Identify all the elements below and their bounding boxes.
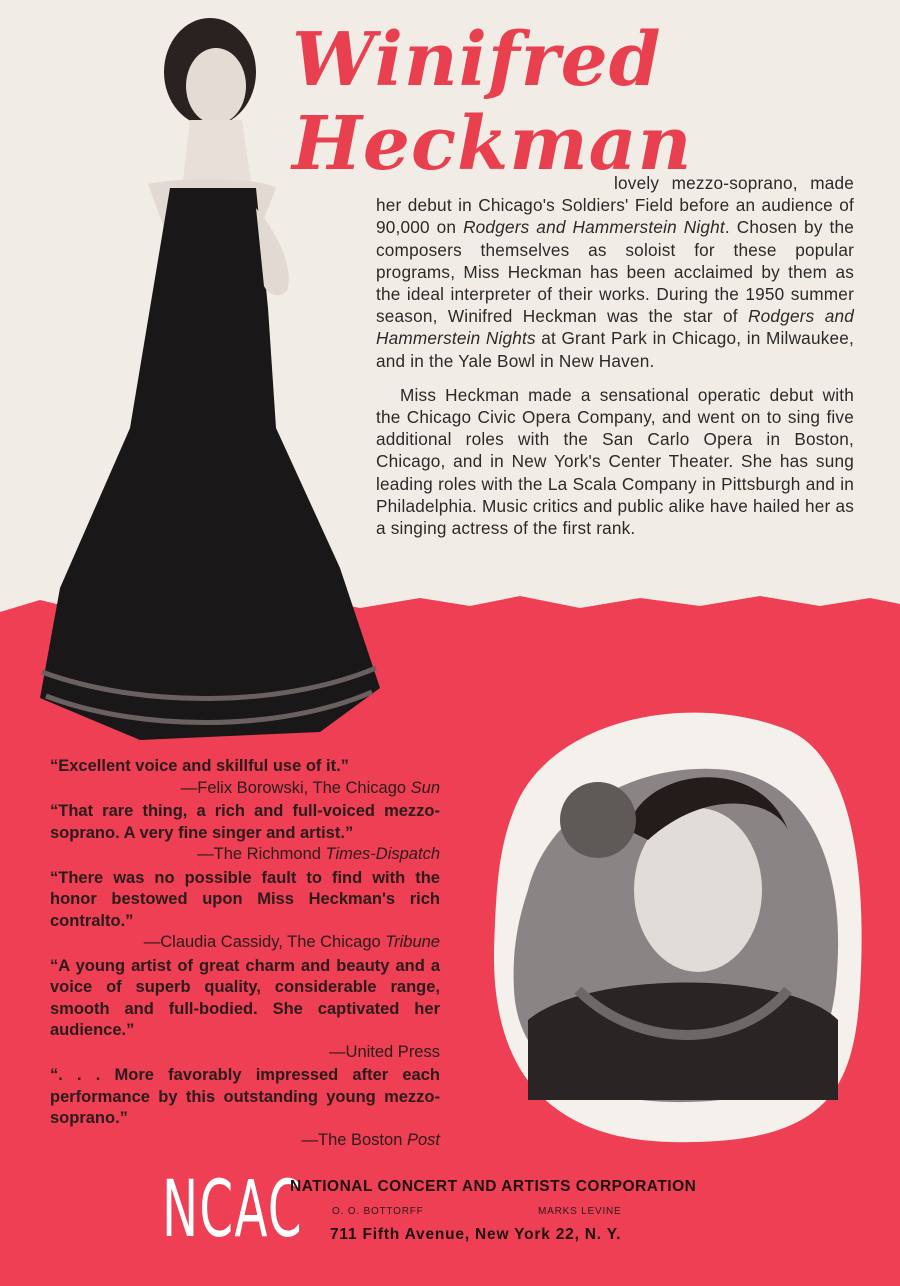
press-quote bbox=[50, 756, 440, 799]
press-quote bbox=[50, 868, 440, 954]
bio-text-a: made her debut in Chicago's Soldiers' Field before an audience of 90,000 on bbox=[376, 173, 854, 238]
quote-source: —The Richmond Times-Dispatch bbox=[197, 845, 440, 863]
page-title bbox=[292, 18, 692, 186]
biography-paragraph-2: Miss Heckman made a sensational operatic debut with the Chicago Civic Opera Company, and went on to sing five additional roles with the San Carlo Opera in Boston, Chicago, and in New York's Center Theater. She has sung leading roles with the La Scala Company in Pittsburgh and in Philadelphia. Music critics and public alike have hailed her as a singing actress of the first rank. bbox=[376, 384, 854, 539]
biography-paragraph-1 bbox=[376, 172, 854, 372]
corporation-name: NATIONAL CONCERT AND ARTISTS CORPORATION bbox=[290, 1178, 697, 1195]
portrait-photo bbox=[488, 690, 864, 1150]
quote-text: “That rare thing, a rich and full-voiced mezzo-soprano. A very fine singer and artist.” bbox=[50, 802, 440, 842]
biography bbox=[376, 172, 854, 539]
ncac-logo: NCAC bbox=[162, 1165, 303, 1255]
quote-text: “Excellent voice and skillful use of it.” bbox=[50, 757, 349, 775]
bio-text-b: . Chosen by the composers themselves as soloist for these popular programs, Miss Heckman has been acclaimed by them as the ideal interpreter of their works. During the 1950 summer season, Winifred Heckman was the star of bbox=[376, 217, 854, 327]
bio-lead: lovely mezzo-soprano, bbox=[614, 173, 798, 193]
quote-source: —United Press bbox=[329, 1042, 440, 1061]
bio-show-title-2: Rodgers and Hammerstein Nights bbox=[376, 306, 854, 349]
bio-show-title-1: Rodgers and Hammerstein Night bbox=[463, 217, 725, 238]
quote-source: —Felix Borowski, The Chicago Sun bbox=[180, 778, 440, 797]
officer-name: MARKS LEVINE bbox=[538, 1206, 622, 1217]
press-quote bbox=[50, 956, 440, 1064]
quote-text: “A young artist of great charm and beauty and a voice of superb quality, considerable range, smooth and full-bodied. She captivated her audience.” bbox=[50, 956, 440, 1039]
quote-source: —Claudia Cassidy, The Chicago Tribune bbox=[143, 933, 440, 951]
title-last-name: Heckman bbox=[292, 101, 693, 187]
officer-name: O. O. BOTTORFF bbox=[332, 1206, 424, 1217]
quote-text: “There was no possible fault to find with the honor bestowed upon Miss Heckman's rich contralto.” bbox=[50, 868, 440, 930]
address: 711 Fifth Avenue, New York 22, N. Y. bbox=[330, 1226, 622, 1243]
quote-source: —The Boston Post bbox=[301, 1130, 440, 1149]
bio-text-c: at Grant Park in Chicago, in Milwaukee, and in the Yale Bowl in New Haven. bbox=[376, 328, 854, 371]
press-quote bbox=[50, 801, 440, 866]
quote-text: “. . . More favorably impressed after each performance by this outstanding young mezzo-soprano.” bbox=[50, 1066, 440, 1127]
press-quote bbox=[50, 1065, 440, 1151]
title-first-name: Winifred bbox=[292, 17, 662, 103]
press-quotes bbox=[50, 756, 440, 1153]
